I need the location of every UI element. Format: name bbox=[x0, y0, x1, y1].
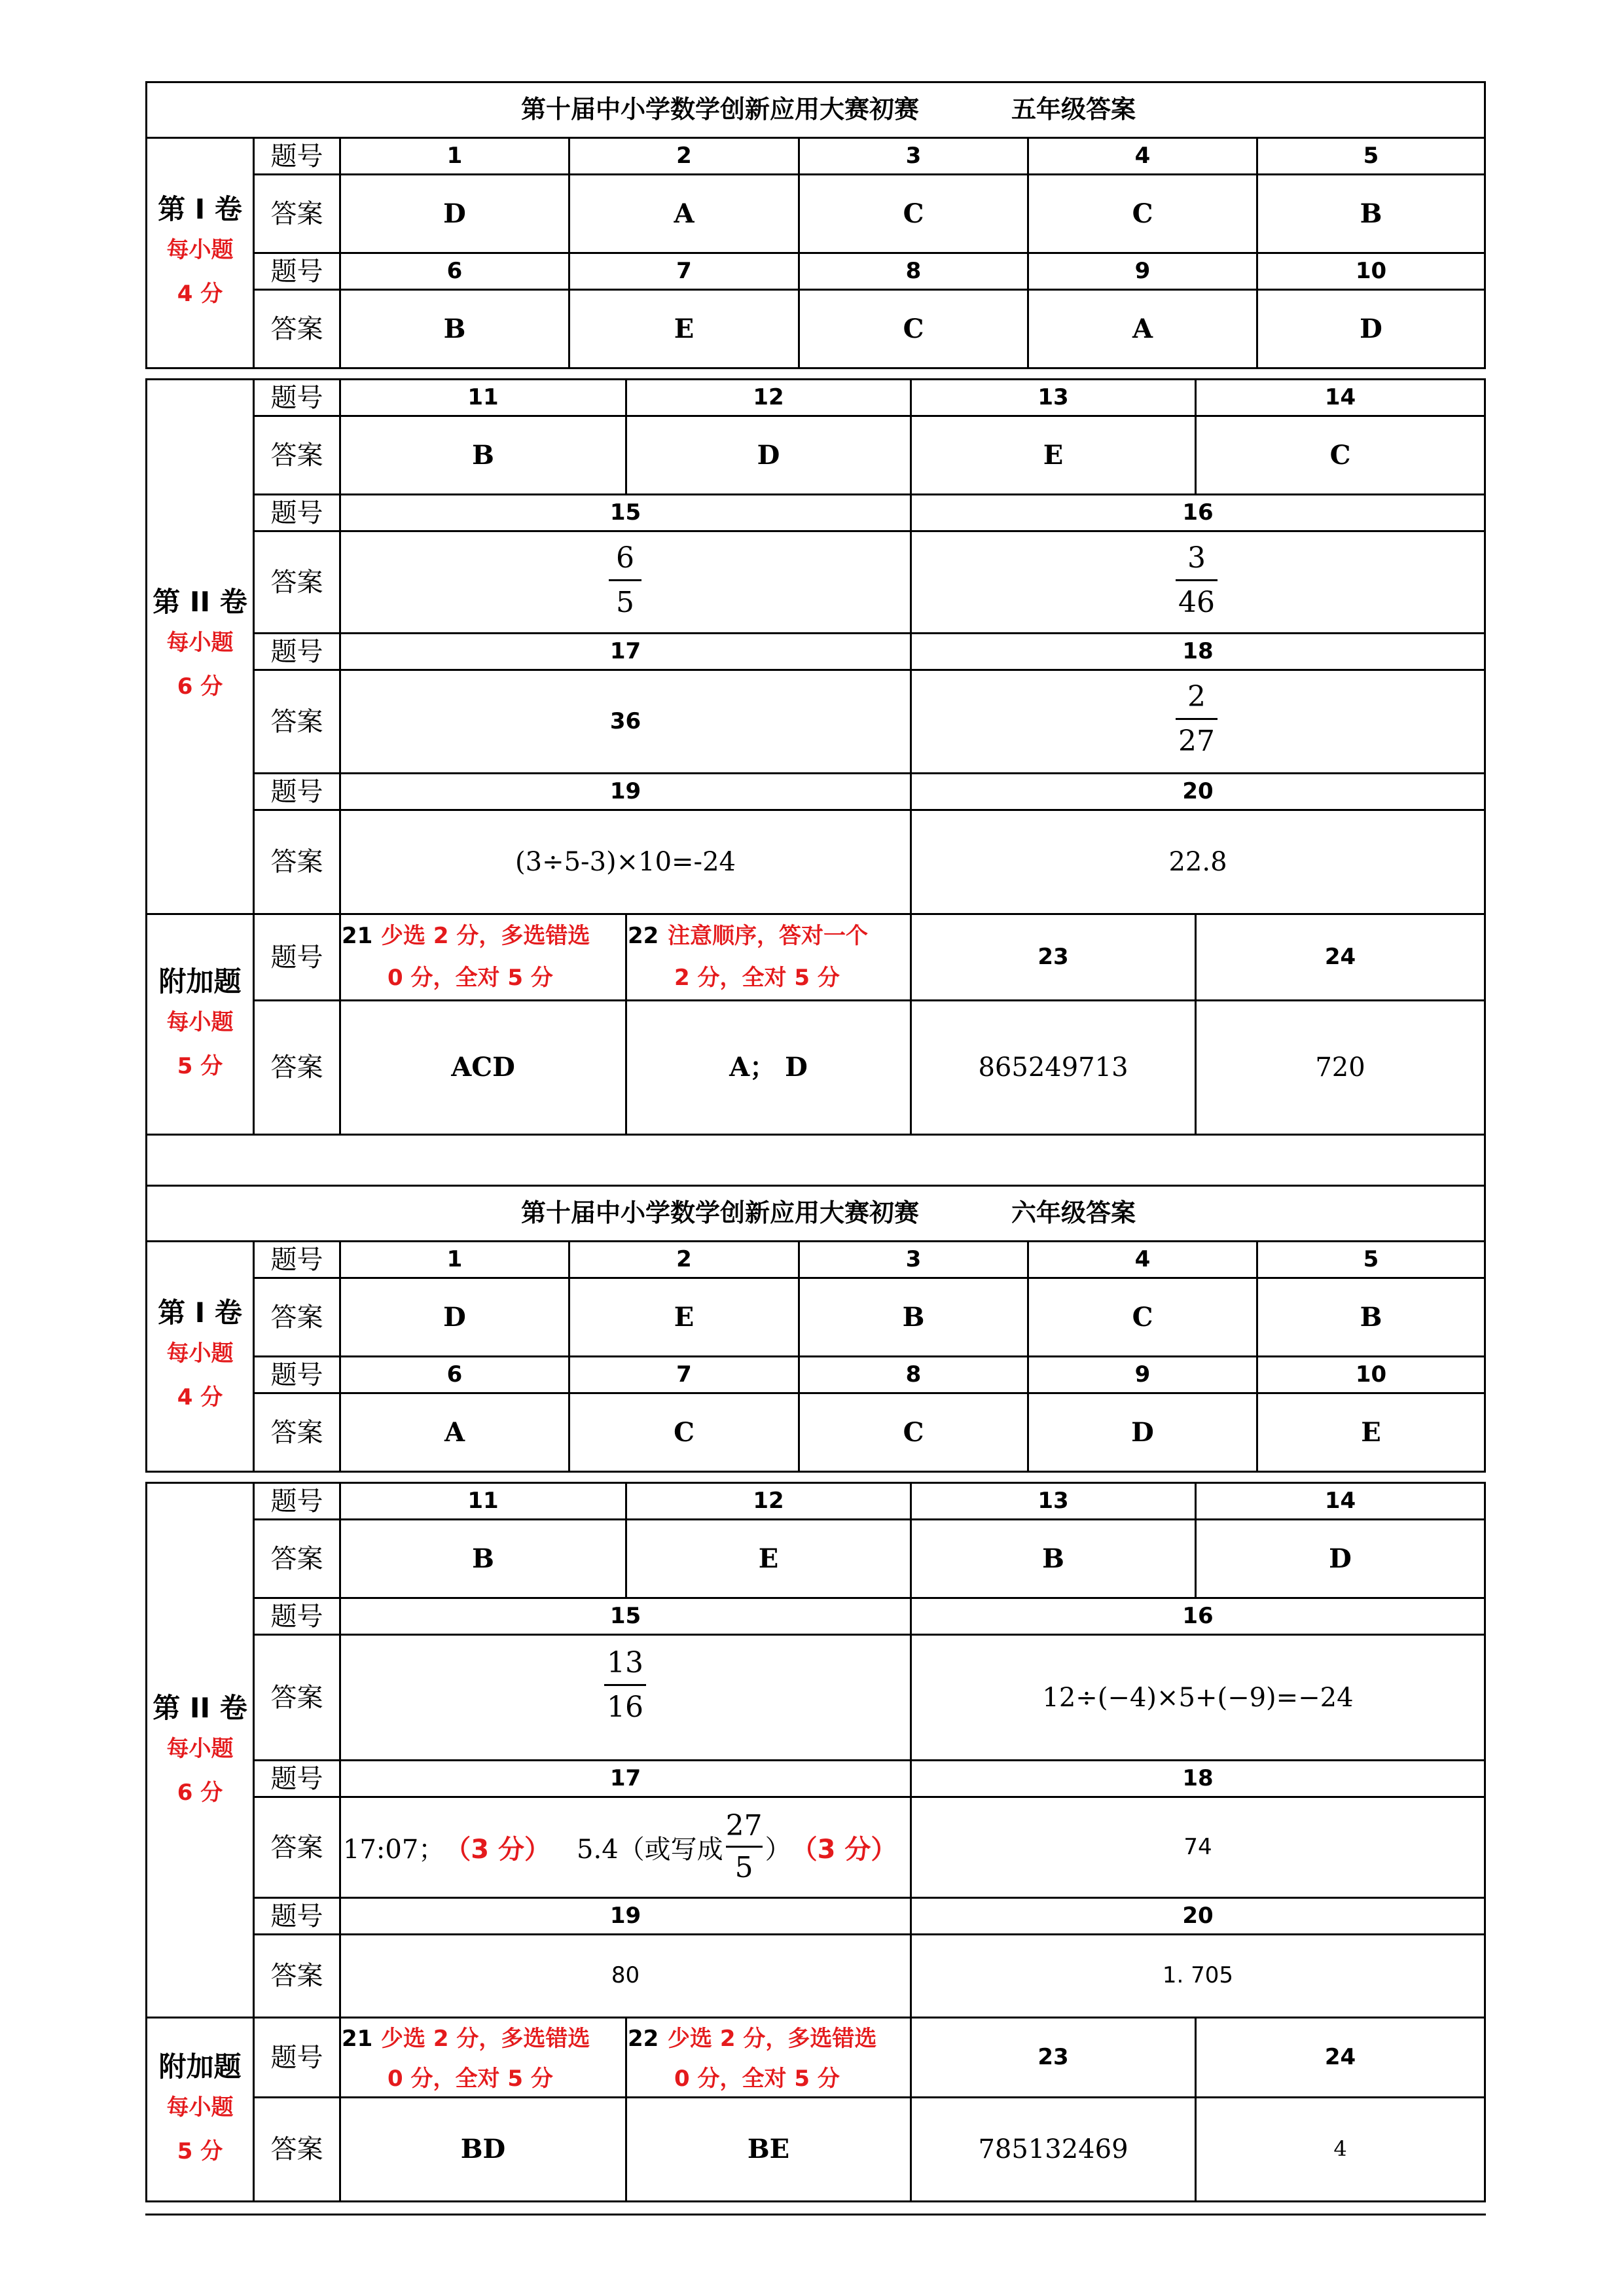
question-no-label: 题号 bbox=[270, 2042, 323, 2073]
answer-cell: 22.8 bbox=[1168, 847, 1227, 877]
grade6-section1-per: 每小题 bbox=[166, 1340, 234, 1367]
answer-cell: B bbox=[472, 1543, 494, 1574]
fraction-answer bbox=[1176, 681, 1218, 758]
question-number: 3 bbox=[905, 142, 922, 169]
question-no-label: 题号 bbox=[270, 776, 323, 807]
answer-cell: 36 bbox=[609, 708, 641, 734]
question-number: 6 bbox=[446, 1361, 463, 1388]
answer-cell: D bbox=[443, 198, 466, 229]
question-number: 21 bbox=[342, 2026, 373, 2052]
question-number: 16 bbox=[1182, 499, 1214, 526]
grade5-section1-points: 4 分 bbox=[177, 281, 223, 308]
answer-cell: B bbox=[472, 439, 494, 471]
grade6-section3-label: 附加题 bbox=[158, 2050, 242, 2083]
question-no-label: 题号 bbox=[270, 942, 323, 973]
question-no-label: 题号 bbox=[270, 1359, 323, 1390]
fraction-numerator: 2 bbox=[1187, 680, 1206, 713]
answer-part: ） bbox=[765, 1835, 791, 1865]
question-number: 16 bbox=[1182, 1602, 1214, 1629]
question-number: 18 bbox=[1182, 1765, 1214, 1791]
grade5-title: 第十届中小学数学创新应用大赛初赛 bbox=[520, 95, 919, 124]
question-no-label: 题号 bbox=[270, 1901, 323, 1931]
fraction-denominator: 27 bbox=[1178, 724, 1215, 758]
bottom-rule bbox=[145, 2214, 1486, 2215]
question-number: 8 bbox=[905, 257, 922, 284]
answer-cell: D bbox=[1360, 313, 1382, 344]
question-no-label: 题号 bbox=[270, 1763, 323, 1794]
fraction-denominator: 5 bbox=[734, 1851, 753, 1884]
question-no-label: 题号 bbox=[270, 141, 323, 171]
answer-cell: C bbox=[903, 313, 924, 344]
answer-cell: 1. 705 bbox=[1162, 1962, 1234, 1989]
question-number: 19 bbox=[609, 1902, 641, 1929]
answer-cell: A bbox=[674, 198, 695, 229]
points-note: （3 分） bbox=[791, 1835, 897, 1865]
question-no-label: 题号 bbox=[270, 1601, 323, 1632]
grade6-section3-points: 5 分 bbox=[177, 2138, 223, 2165]
fraction-denominator: 5 bbox=[616, 585, 634, 619]
question-number: 15 bbox=[609, 1602, 641, 1629]
answer-label: 答案 bbox=[270, 440, 323, 471]
question-number: 7 bbox=[676, 1361, 692, 1388]
question-number: 1 bbox=[446, 142, 463, 169]
answer-cell: 865249713 bbox=[978, 1052, 1128, 1083]
grade6-section3-per: 每小题 bbox=[166, 2094, 234, 2121]
grade5-section3-label: 附加题 bbox=[158, 965, 242, 997]
grade6-title: 第十届中小学数学创新应用大赛初赛 bbox=[520, 1198, 919, 1228]
fraction-answer bbox=[726, 1810, 763, 1884]
fraction-denominator: 46 bbox=[1178, 585, 1215, 619]
answer-cell: B bbox=[1360, 1301, 1382, 1333]
answer-cell: C bbox=[903, 1416, 924, 1448]
answer-cell: 785132469 bbox=[978, 2134, 1128, 2164]
question-number: 11 bbox=[467, 1487, 499, 1514]
scoring-note: 注意顺序，答对一个 bbox=[668, 923, 868, 949]
answer-cell: D bbox=[757, 439, 780, 471]
question-number: 17 bbox=[609, 1765, 641, 1791]
grade6-section1-label: 第 I 卷 bbox=[158, 1296, 242, 1329]
answer-cell: BD bbox=[460, 2134, 506, 2164]
grade6-section2-per: 每小题 bbox=[166, 1736, 234, 1763]
question-number: 23 bbox=[1038, 2043, 1069, 2070]
answer-cell: C bbox=[1132, 1301, 1153, 1333]
grade5-section2-points: 6 分 bbox=[177, 673, 223, 700]
fraction-numerator: 27 bbox=[725, 1809, 763, 1843]
question-no-label: 题号 bbox=[270, 636, 323, 667]
fraction-answer bbox=[1176, 542, 1218, 619]
grade5-grade-label: 五年级答案 bbox=[1011, 95, 1136, 124]
scoring-note: 2 分，全对 5 分 bbox=[674, 965, 840, 991]
answer-cell: B bbox=[1360, 198, 1382, 229]
answer-label: 答案 bbox=[270, 1682, 323, 1713]
question-number: 22 bbox=[628, 923, 659, 949]
grade5-section2-label: 第 II 卷 bbox=[153, 585, 247, 618]
question-number: 18 bbox=[1182, 637, 1214, 664]
answer-cell: C bbox=[903, 198, 924, 229]
answer-cell: 80 bbox=[611, 1962, 640, 1989]
question-number: 24 bbox=[1324, 2043, 1356, 2070]
answer-cell: D bbox=[1329, 1543, 1352, 1574]
question-no-label: 题号 bbox=[270, 382, 323, 413]
question-number: 6 bbox=[446, 257, 463, 284]
question-number: 2 bbox=[676, 1246, 692, 1272]
question-number: 12 bbox=[753, 1487, 784, 1514]
answer-cell: E bbox=[758, 1543, 779, 1574]
question-number: 9 bbox=[1134, 257, 1151, 284]
answer-label: 答案 bbox=[270, 1543, 323, 1574]
question-number: 14 bbox=[1324, 1487, 1356, 1514]
answer-cell: BE bbox=[747, 2134, 790, 2164]
answer-cell: 74 bbox=[1183, 1833, 1212, 1860]
question-number: 8 bbox=[905, 1361, 922, 1388]
answer-part: 17:07； bbox=[343, 1835, 445, 1865]
answer-cell: C bbox=[1329, 439, 1351, 471]
grade6-grade-label: 六年级答案 bbox=[1011, 1198, 1136, 1228]
question-number: 19 bbox=[609, 778, 641, 804]
answer-cell: E bbox=[674, 313, 695, 344]
points-note: （3 分） bbox=[444, 1835, 551, 1865]
question-number: 5 bbox=[1363, 1246, 1379, 1272]
question-number: 4 bbox=[1134, 1246, 1151, 1272]
answer-cell: ACD bbox=[451, 1052, 515, 1083]
question-number: 10 bbox=[1355, 257, 1387, 284]
answer-cell: E bbox=[1043, 439, 1064, 471]
answer-cell: B bbox=[902, 1301, 925, 1333]
answer-label: 答案 bbox=[270, 1961, 323, 1991]
answer-cell: B bbox=[443, 313, 466, 344]
answer-cell: D bbox=[443, 1301, 466, 1333]
answer-label: 答案 bbox=[270, 1052, 323, 1083]
answer-cell: E bbox=[674, 1301, 695, 1333]
answer-cell: A bbox=[1132, 313, 1153, 344]
scoring-note: 0 分，全对 5 分 bbox=[388, 2066, 553, 2092]
answer-cell: A； D bbox=[729, 1052, 808, 1083]
question-number: 5 bbox=[1363, 142, 1379, 169]
answer-label: 答案 bbox=[270, 2134, 323, 2164]
question-number: 13 bbox=[1038, 384, 1069, 410]
question-number: 15 bbox=[609, 499, 641, 526]
answer-label: 答案 bbox=[270, 1832, 323, 1863]
answer-label: 答案 bbox=[270, 706, 323, 737]
grade5-section1-label: 第 I 卷 bbox=[158, 192, 242, 225]
question-number: 24 bbox=[1324, 943, 1356, 970]
grade5-section3-per: 每小题 bbox=[166, 1009, 234, 1036]
grade5-section1-per: 每小题 bbox=[166, 237, 234, 264]
answer-cell: D bbox=[1131, 1416, 1154, 1448]
question-number: 2 bbox=[676, 142, 692, 169]
answer-cell: A bbox=[444, 1416, 465, 1448]
answer-cell: 4 bbox=[1333, 2136, 1347, 2162]
question-number: 20 bbox=[1182, 1902, 1214, 1929]
question-number: 14 bbox=[1324, 384, 1356, 410]
fraction-numerator: 6 bbox=[616, 541, 634, 575]
scoring-note: 少选 2 分，多选错选 bbox=[381, 923, 590, 949]
question-number: 3 bbox=[905, 1246, 922, 1272]
answer-cell: B bbox=[1042, 1543, 1064, 1574]
question-number: 17 bbox=[609, 637, 641, 664]
question-number: 7 bbox=[676, 257, 692, 284]
answer-label: 答案 bbox=[270, 1417, 323, 1448]
grade6-section1-points: 4 分 bbox=[177, 1384, 223, 1411]
question-number: 9 bbox=[1134, 1361, 1151, 1388]
answer-cell: E bbox=[1361, 1416, 1381, 1448]
grade5-section3-points: 5 分 bbox=[177, 1053, 223, 1080]
answer-label: 答案 bbox=[270, 847, 323, 877]
scoring-note: 0 分，全对 5 分 bbox=[674, 2066, 840, 2092]
grade5-section2-per: 每小题 bbox=[166, 630, 234, 656]
answer-cell: 12÷(−4)×5+(−9)=−24 bbox=[1042, 1682, 1354, 1713]
question-number: 4 bbox=[1134, 142, 1151, 169]
question-no-label: 题号 bbox=[270, 256, 323, 287]
fraction-answer bbox=[609, 542, 641, 619]
answer-part: 5.4（或写成 bbox=[577, 1835, 723, 1865]
answer-cell-17 bbox=[343, 1798, 907, 1897]
spacer-row bbox=[145, 1134, 1486, 1187]
question-number: 13 bbox=[1038, 1487, 1069, 1514]
fraction-numerator: 13 bbox=[607, 1646, 643, 1679]
answer-cell: 720 bbox=[1315, 1052, 1365, 1083]
answer-label: 答案 bbox=[270, 198, 323, 229]
question-number: 21 bbox=[342, 923, 373, 949]
scoring-note: 少选 2 分，多选错选 bbox=[668, 2026, 877, 2052]
answer-cell: (3÷5-3)×10=-24 bbox=[515, 847, 736, 877]
question-number: 23 bbox=[1038, 943, 1069, 970]
question-number: 10 bbox=[1355, 1361, 1387, 1388]
question-no-label: 题号 bbox=[270, 1486, 323, 1516]
question-number: 12 bbox=[753, 384, 784, 410]
scoring-note: 少选 2 分，多选错选 bbox=[381, 2026, 590, 2052]
fraction-answer bbox=[604, 1647, 646, 1724]
question-number: 11 bbox=[467, 384, 499, 410]
question-no-label: 题号 bbox=[270, 1244, 323, 1275]
grade6-section2-label: 第 II 卷 bbox=[153, 1691, 247, 1724]
answer-label: 答案 bbox=[270, 314, 323, 344]
fraction-denominator: 16 bbox=[607, 1690, 643, 1724]
answer-cell: C bbox=[1132, 198, 1153, 229]
question-number: 20 bbox=[1182, 778, 1214, 804]
question-number: 22 bbox=[628, 2026, 659, 2052]
grade6-section2-points: 6 分 bbox=[177, 1780, 223, 1806]
scoring-note: 0 分，全对 5 分 bbox=[388, 965, 553, 991]
answer-label: 答案 bbox=[270, 1302, 323, 1333]
fraction-numerator: 3 bbox=[1187, 541, 1206, 575]
answer-cell: C bbox=[674, 1416, 695, 1448]
answer-label: 答案 bbox=[270, 567, 323, 598]
question-number: 1 bbox=[446, 1246, 463, 1272]
question-no-label: 题号 bbox=[270, 497, 323, 528]
